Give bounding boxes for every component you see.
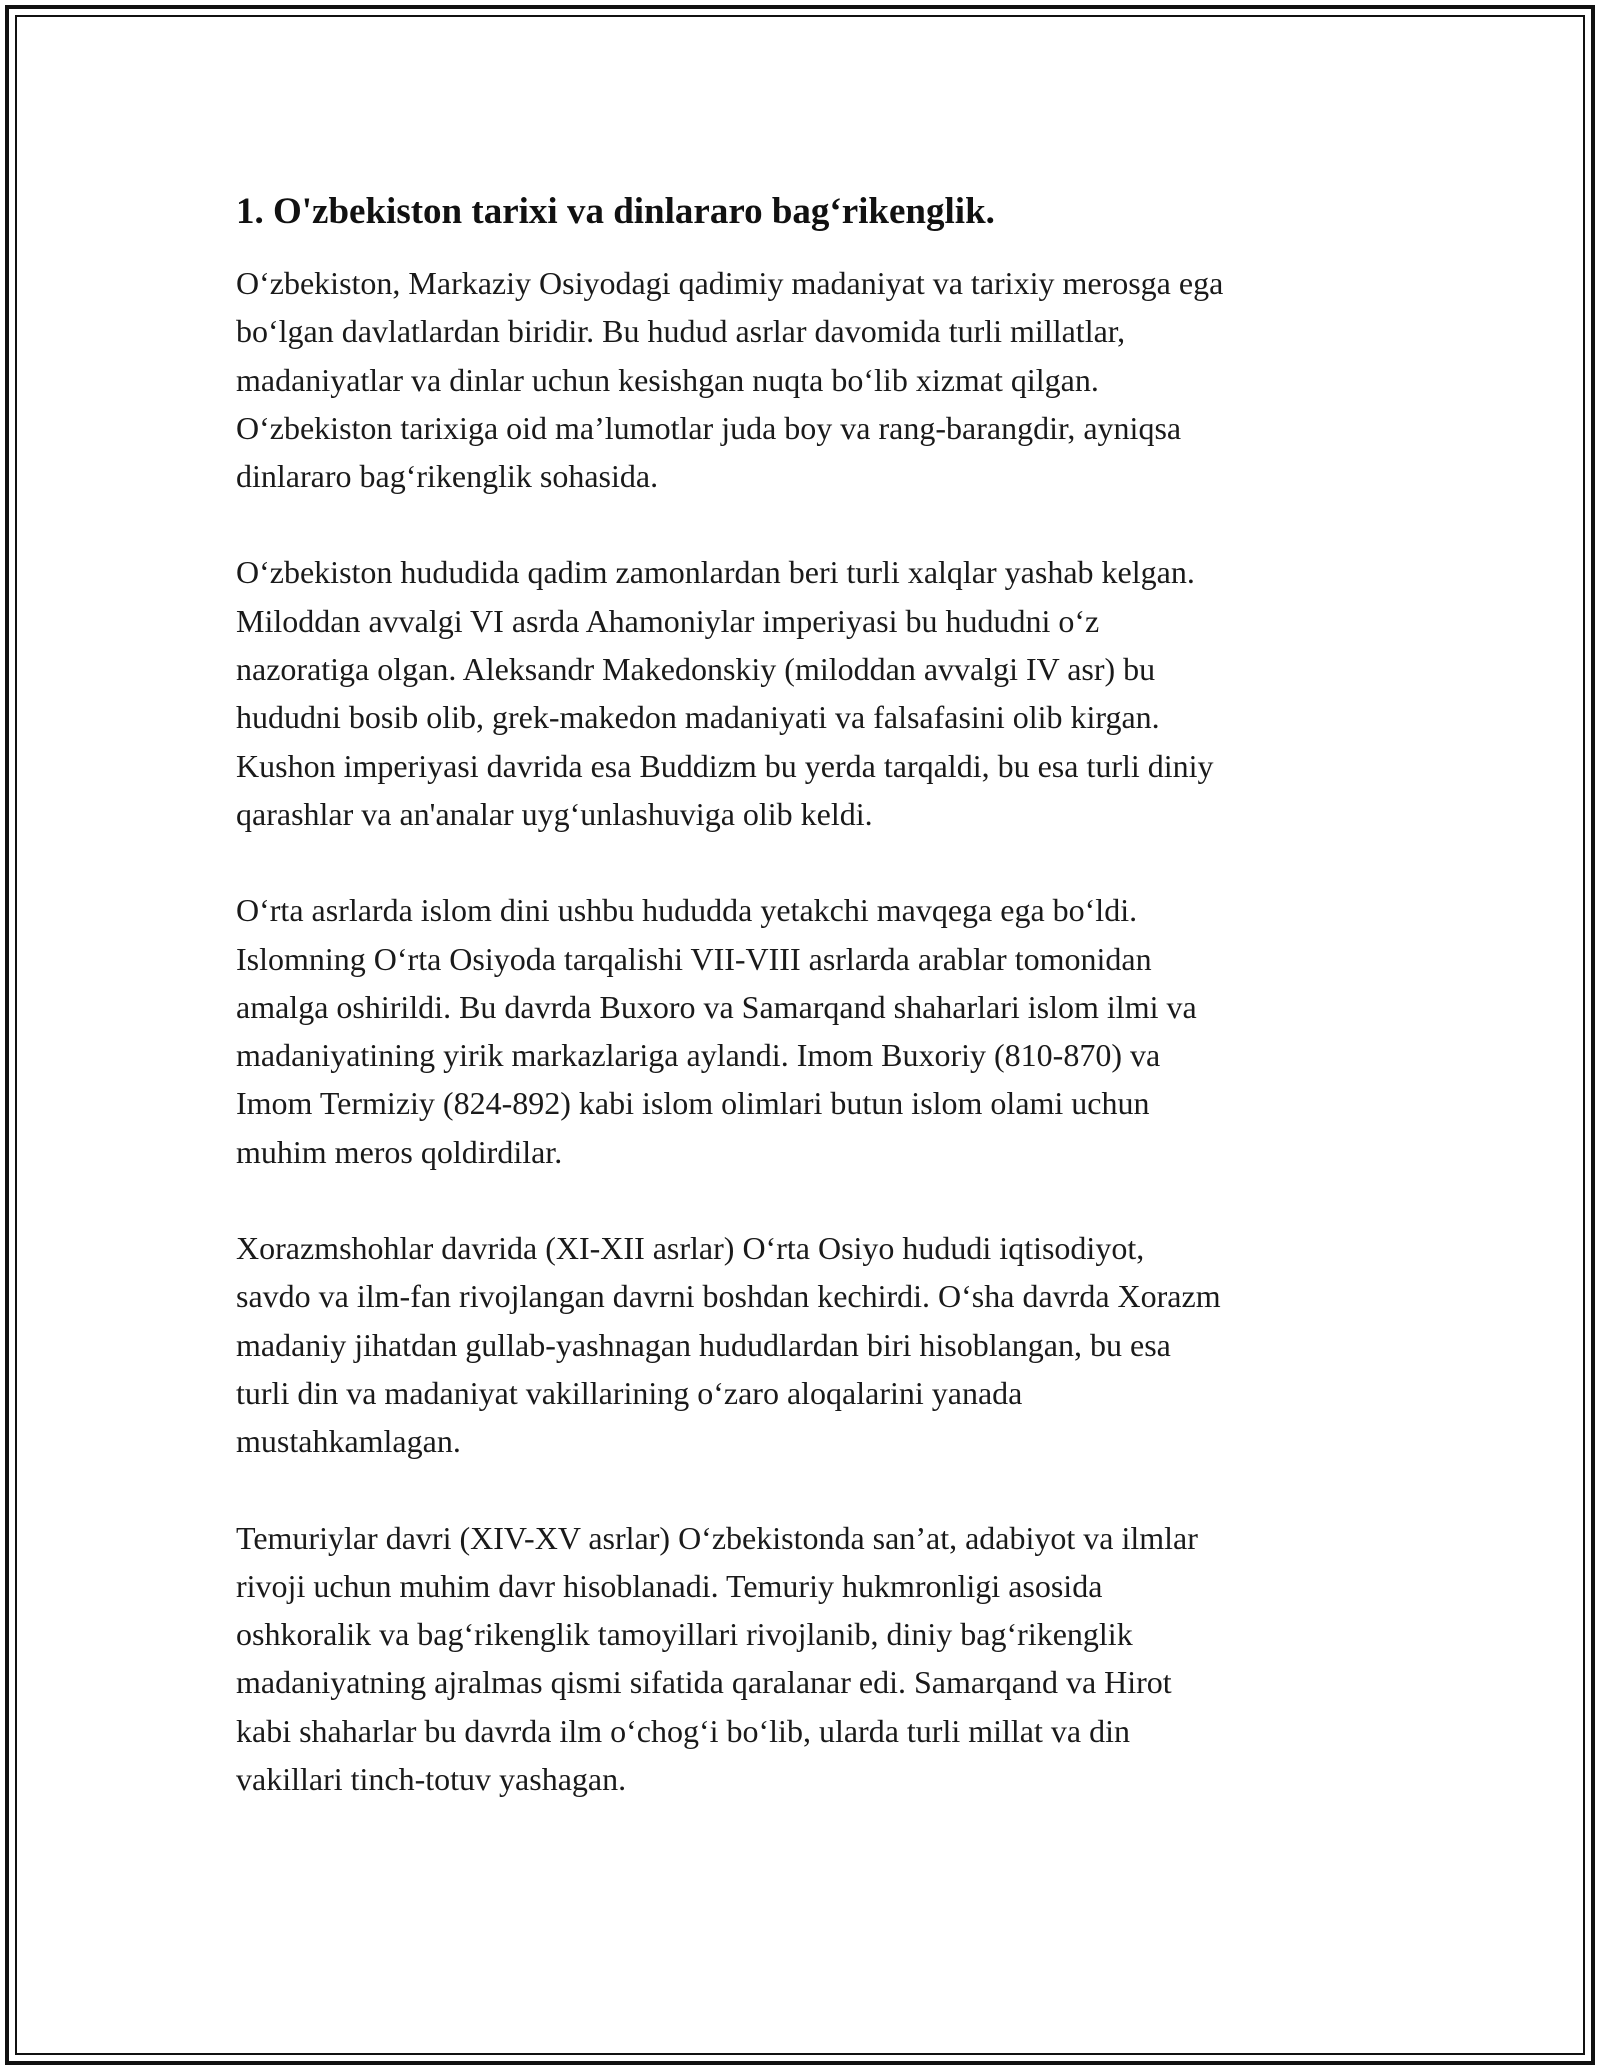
text-line: O‘zbekiston hududida qadim zamonlardan beri turli xalqlar yashab kelgan. xyxy=(236,554,1195,591)
paragraph-timurids xyxy=(236,1514,1386,1804)
document-title: 1. O'zbekiston tarixi va dinlararo bag‘rikenglik. xyxy=(236,191,995,232)
paragraph-khorezmshahs xyxy=(236,1224,1386,1465)
document-body xyxy=(236,188,1386,1851)
text-line: muhim meros qoldirdilar. xyxy=(236,1133,563,1170)
text-line: nazoratiga olgan. Aleksandr Makedonskiy (miloddan avvalgi IV asr) bu xyxy=(236,651,1156,688)
text-line: qarashlar va an'analar uyg‘unlashuviga olib keldi. xyxy=(236,795,873,832)
text-line: oshkoralik va bag‘rikenglik tamoyillari rivojlanib, diniy bag‘rikenglik xyxy=(236,1616,1133,1653)
paragraph-ancient xyxy=(236,548,1386,838)
text-line: Xorazmshohlar davrida (XI-XII asrlar) O‘rta Osiyo hududi iqtisodiyot, xyxy=(236,1230,1145,1267)
text-line: O‘zbekiston tarixiga oid ma’lumotlar juda boy va rang-barangdir, ayniqsa xyxy=(236,409,1182,446)
text-line: savdo va ilm-fan rivojlangan davrni boshdan kechirdi. O‘sha davrda Xorazm xyxy=(236,1278,1221,1315)
text-line: Kushon imperiyasi davrida esa Buddizm bu yerda tarqaldi, bu esa turli diniy xyxy=(236,747,1214,784)
text-line: kabi shaharlar bu davrda ilm o‘chog‘i bo‘lib, ularda turli millat va din xyxy=(236,1712,1130,1749)
text-line: mustahkamlagan. xyxy=(236,1423,461,1460)
text-line: turli din va madaniyat vakillarining o‘zaro aloqalarini yanada xyxy=(236,1374,1023,1411)
text-line: vakillari tinch-totuv yashagan. xyxy=(236,1761,627,1798)
text-line: Miloddan avvalgi VI asrda Ahamoniylar imperiyasi bu hududni o‘z xyxy=(236,602,1100,639)
text-line: amalga oshirildi. Bu davrda Buxoro va Samarqand shaharlari islom ilmi va xyxy=(236,988,1197,1025)
paragraph-middle-ages xyxy=(236,886,1386,1176)
text-line: madaniyatining yirik markazlariga aylandi. Imom Buxoriy (810-870) va xyxy=(236,1037,1161,1074)
text-line: Temuriylar davri (XIV-XV asrlar) O‘zbekistonda san’at, adabiyot va ilmlar xyxy=(236,1519,1198,1556)
text-line: hududni bosib olib, grek-makedon madaniyati va falsafasini olib kirgan. xyxy=(236,699,1160,736)
text-line: O‘zbekiston, Markaziy Osiyodagi qadimiy madaniyat va tarixiy merosga ega xyxy=(236,265,1224,301)
text-line: Islomning O‘rta Osiyoda tarqalishi VII-VIII asrlarda arablar tomonidan xyxy=(236,940,1152,977)
text-line: madaniyatning ajralmas qismi sifatida qaralanar edi. Samarqand va Hirot xyxy=(236,1664,1172,1701)
text-line: O‘rta asrlarda islom dini ushbu hududda yetakchi mavqega ega bo‘ldi. xyxy=(236,892,1138,929)
paragraph-intro xyxy=(236,259,1386,500)
text-line: dinlararo bag‘rikenglik sohasida. xyxy=(236,458,659,495)
text-line: Imom Termiziy (824-892) kabi islom olimlari butun islom olami uchun xyxy=(236,1085,1150,1122)
text-line: madaniyatlar va dinlar uchun kesishgan nuqta bo‘lib xizmat qilgan. xyxy=(236,361,1099,398)
text-line: rivoji uchun muhim davr hisoblanadi. Temuriy hukmronligi asosida xyxy=(236,1567,1103,1604)
text-line: madaniy jihatdan gullab-yashnagan hududlardan biri hisoblangan, bu esa xyxy=(236,1326,1171,1363)
text-line: bo‘lgan davlatlardan biridir. Bu hudud asrlar davomida turli millatlar, xyxy=(236,313,1126,350)
